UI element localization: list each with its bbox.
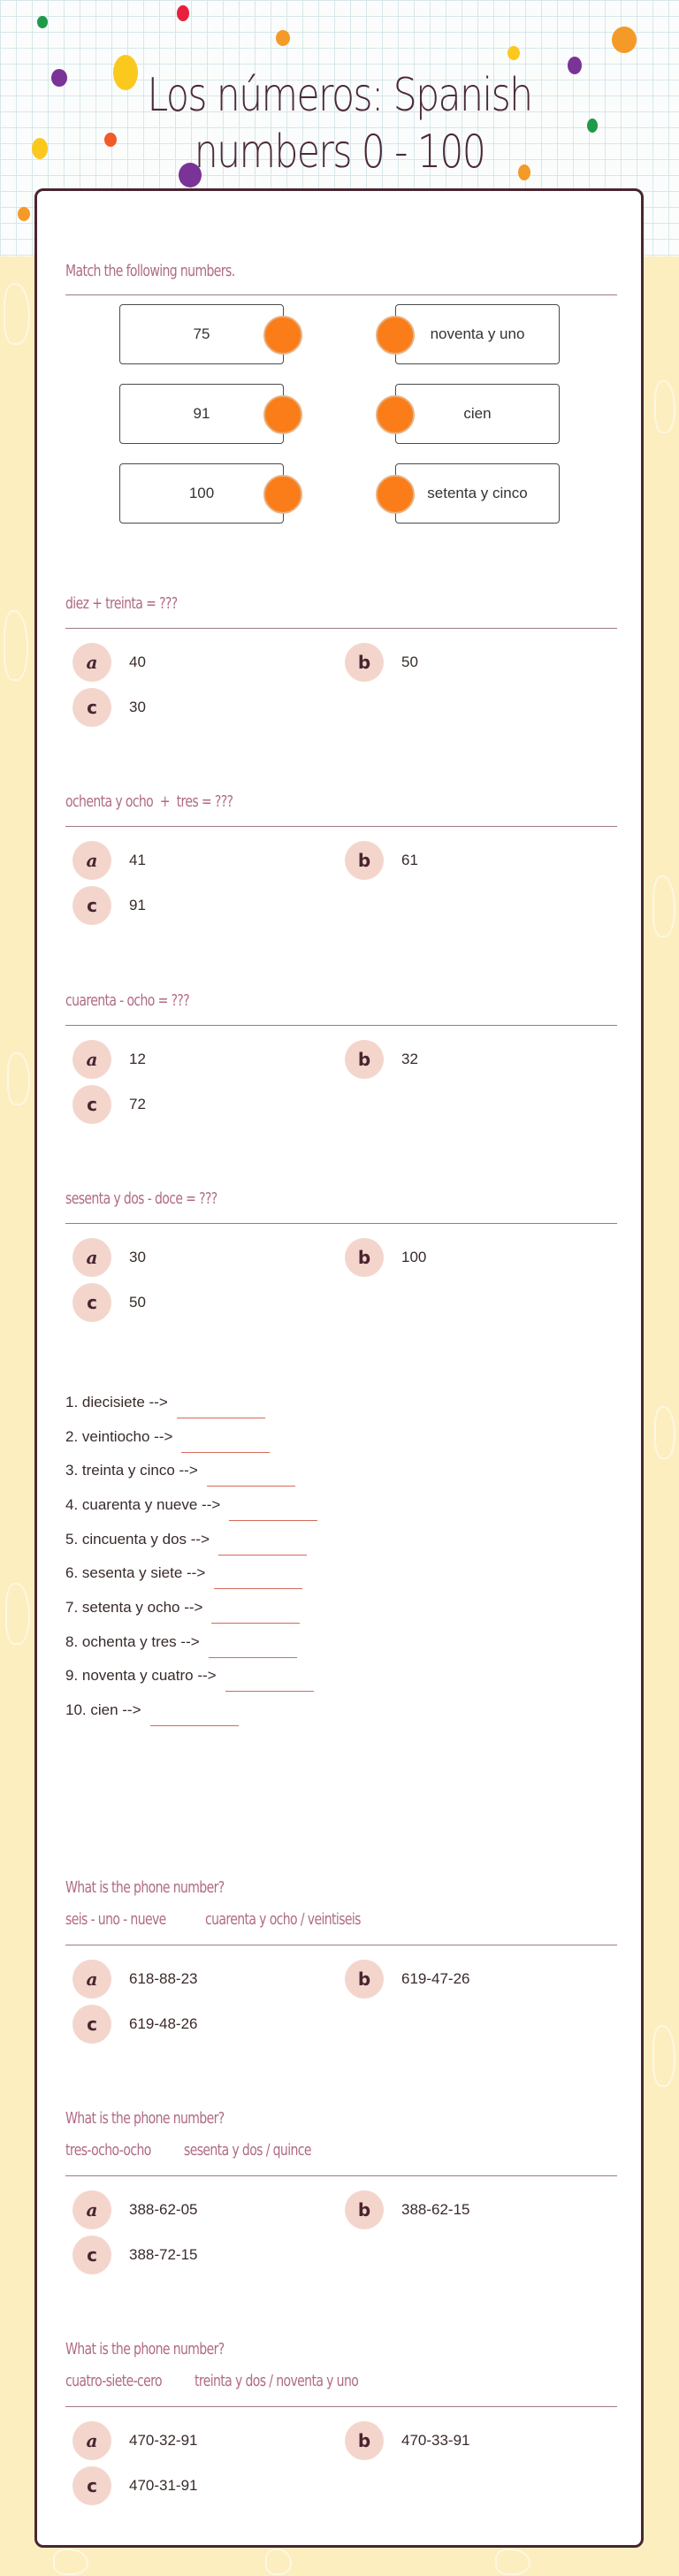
- doodle-decoration: [495, 2549, 530, 2575]
- match-right-item[interactable]: setenta y cinco: [395, 463, 560, 524]
- option-letter-badge: c: [72, 886, 111, 925]
- question-heading: What is the phone number?: [65, 2340, 225, 2358]
- match-connector-dot[interactable]: [263, 395, 302, 434]
- paint-splatter: [177, 5, 189, 21]
- section-divider: [65, 628, 617, 629]
- answer-option-a[interactable]: a 30: [72, 1238, 146, 1277]
- answer-blank-input[interactable]: [214, 1588, 302, 1589]
- fill-in-item: 4. cuarenta y nueve -->: [65, 1493, 317, 1514]
- fill-in-item: 5. cincuenta y dos -->: [65, 1527, 307, 1548]
- option-letter-badge: b: [345, 841, 384, 880]
- question-heading: cuarenta - ocho = ???: [65, 991, 190, 1010]
- paint-splatter: [18, 207, 30, 221]
- answer-blank-input[interactable]: [218, 1555, 307, 1556]
- answer-option-c[interactable]: c 470-31-91: [72, 2466, 198, 2505]
- doodle-decoration: [652, 2025, 675, 2087]
- question-heading: What is the phone number?: [65, 2109, 225, 2128]
- option-letter-badge: c: [72, 1085, 111, 1124]
- fill-in-item: 8. ochenta y tres -->: [65, 1630, 297, 1651]
- question-heading: sesenta y dos - doce = ???: [65, 1189, 217, 1208]
- option-letter-badge: b: [345, 2190, 384, 2229]
- fill-in-item: 7. setenta y ocho -->: [65, 1595, 300, 1617]
- option-letter-badge: b: [345, 1040, 384, 1079]
- page-title: Los números: Spanish numbers 0 - 100: [147, 69, 532, 179]
- match-connector-dot[interactable]: [376, 475, 415, 514]
- answer-option-b[interactable]: b 32: [345, 1040, 418, 1079]
- doodle-decoration: [4, 283, 30, 345]
- doodle-decoration: [654, 380, 675, 433]
- doodle-decoration: [652, 875, 675, 937]
- paint-splatter: [568, 57, 582, 74]
- answer-option-b[interactable]: b 619-47-26: [345, 1960, 470, 1999]
- answer-option-c[interactable]: c 30: [72, 688, 146, 727]
- option-letter-badge: c: [72, 2005, 111, 2044]
- option-letter-badge: c: [72, 1283, 111, 1322]
- answer-option-c[interactable]: c 50: [72, 1283, 146, 1322]
- option-letter-badge: a: [72, 2421, 111, 2460]
- answer-blank-input[interactable]: [181, 1452, 270, 1453]
- option-letter-badge: a: [72, 2190, 111, 2229]
- answer-option-a[interactable]: a 618-88-23: [72, 1960, 198, 1999]
- section-divider: [65, 294, 617, 295]
- match-right-item[interactable]: noventa y uno: [395, 304, 560, 364]
- answer-option-c[interactable]: c 619-48-26: [72, 2005, 198, 2044]
- fill-in-item: 6. sesenta y siete -->: [65, 1561, 302, 1582]
- paint-splatter: [104, 133, 117, 147]
- section-divider: [65, 1025, 617, 1026]
- option-letter-badge: c: [72, 688, 111, 727]
- answer-option-b[interactable]: b 470-33-91: [345, 2421, 470, 2460]
- doodle-decoration: [53, 2549, 88, 2575]
- match-connector-dot[interactable]: [376, 316, 415, 355]
- answer-option-c[interactable]: c 388-72-15: [72, 2236, 198, 2274]
- paint-splatter: [32, 138, 48, 159]
- paint-splatter: [612, 27, 637, 53]
- answer-option-a[interactable]: a 41: [72, 841, 146, 880]
- paint-splatter: [587, 118, 598, 133]
- answer-option-a[interactable]: a 470-32-91: [72, 2421, 198, 2460]
- option-letter-badge: a: [72, 1040, 111, 1079]
- fill-in-item: 2. veintiocho -->: [65, 1425, 270, 1446]
- answer-option-c[interactable]: c 72: [72, 1085, 146, 1124]
- doodle-decoration: [265, 2549, 292, 2575]
- answer-option-a[interactable]: a 40: [72, 643, 146, 682]
- answer-blank-input[interactable]: [229, 1520, 317, 1521]
- doodle-decoration: [654, 1406, 675, 1459]
- option-letter-badge: a: [72, 1238, 111, 1277]
- paint-splatter: [507, 46, 520, 60]
- answer-option-c[interactable]: c 91: [72, 886, 146, 925]
- answer-blank-input[interactable]: [211, 1623, 300, 1624]
- option-letter-badge: c: [72, 2466, 111, 2505]
- option-letter-badge: b: [345, 1960, 384, 1999]
- section-divider: [65, 1223, 617, 1224]
- match-left-item[interactable]: 91: [119, 384, 284, 444]
- question-heading: ochenta y ocho + tres = ???: [65, 792, 233, 811]
- option-letter-badge: a: [72, 841, 111, 880]
- paint-splatter: [276, 30, 290, 46]
- answer-option-b[interactable]: b 61: [345, 841, 418, 880]
- match-left-item[interactable]: 75: [119, 304, 284, 364]
- doodle-decoration: [7, 1052, 30, 1105]
- answer-blank-input[interactable]: [209, 1657, 297, 1658]
- answer-option-b[interactable]: b 50: [345, 643, 418, 682]
- section-divider: [65, 826, 617, 827]
- question-heading: diez + treinta = ???: [65, 594, 178, 613]
- fill-in-item: 3. treinta y cinco -->: [65, 1458, 295, 1479]
- answer-blank-input[interactable]: [225, 1691, 314, 1692]
- doodle-decoration: [5, 1583, 30, 1645]
- paint-splatter: [37, 16, 48, 28]
- option-letter-badge: a: [72, 1960, 111, 1999]
- answer-option-a[interactable]: a 388-62-05: [72, 2190, 198, 2229]
- option-letter-badge: b: [345, 1238, 384, 1277]
- section-divider: [65, 2406, 617, 2407]
- matching-heading: Match the following numbers.: [65, 262, 235, 280]
- doodle-decoration: [4, 610, 28, 681]
- fill-in-item: 9. noventa y cuatro -->: [65, 1663, 314, 1685]
- answer-option-b[interactable]: b 100: [345, 1238, 426, 1277]
- match-connector-dot[interactable]: [376, 395, 415, 434]
- question-heading: What is the phone number?: [65, 1878, 225, 1897]
- option-letter-badge: a: [72, 643, 111, 682]
- fill-in-item: 10. cien -->: [65, 1698, 239, 1719]
- answer-blank-input[interactable]: [207, 1486, 295, 1487]
- paint-splatter: [51, 69, 67, 87]
- option-letter-badge: b: [345, 2421, 384, 2460]
- match-connector-dot[interactable]: [263, 316, 302, 355]
- match-left-item[interactable]: 100: [119, 463, 284, 524]
- match-right-item[interactable]: cien: [395, 384, 560, 444]
- section-divider: [65, 2175, 617, 2176]
- option-letter-badge: c: [72, 2236, 111, 2274]
- worksheet-card: Match the following numbers. 75 91 100 noventa y uno cien setenta y cinco diez + treinta = ??? a 40 b 50 c 30 ochenta y ocho + tres = ??? a 41 b 61 c 91 cuarenta - ocho = ??? a 12 b 32 c 72 sesenta y dos - doce = ??? a 30 b 100 c 50 1. diecisiete --> 2. veintiocho --> 3. treinta y cinco --> 4. cuarenta y nueve --> 5. cincuenta y dos --> 6. sesenta y siete --> 7. setenta y ocho --> 8. ochenta y tres --> 9. noventa y cuatro --> 10. cien --> What is the phone number? seis - uno - nueve cuarenta y ocho / veintiseis a 618-88-23 b 619-47-26 c 619-48-26 What is the phone number? tres-ocho-ocho sesenta y dos / quince a 388-62-05 b 388-62-15 c 388-72-15 What is the phone number? cuatro-siete-cero treinta y dos / noventa y uno a 470-32-91 b 470-33-91 c 470-31-91: [34, 188, 644, 2548]
- match-connector-dot[interactable]: [263, 475, 302, 514]
- answer-option-a[interactable]: a 12: [72, 1040, 146, 1079]
- option-letter-badge: b: [345, 643, 384, 682]
- fill-in-item: 1. diecisiete -->: [65, 1390, 265, 1411]
- answer-option-b[interactable]: b 388-62-15: [345, 2190, 470, 2229]
- answer-blank-input[interactable]: [150, 1725, 239, 1726]
